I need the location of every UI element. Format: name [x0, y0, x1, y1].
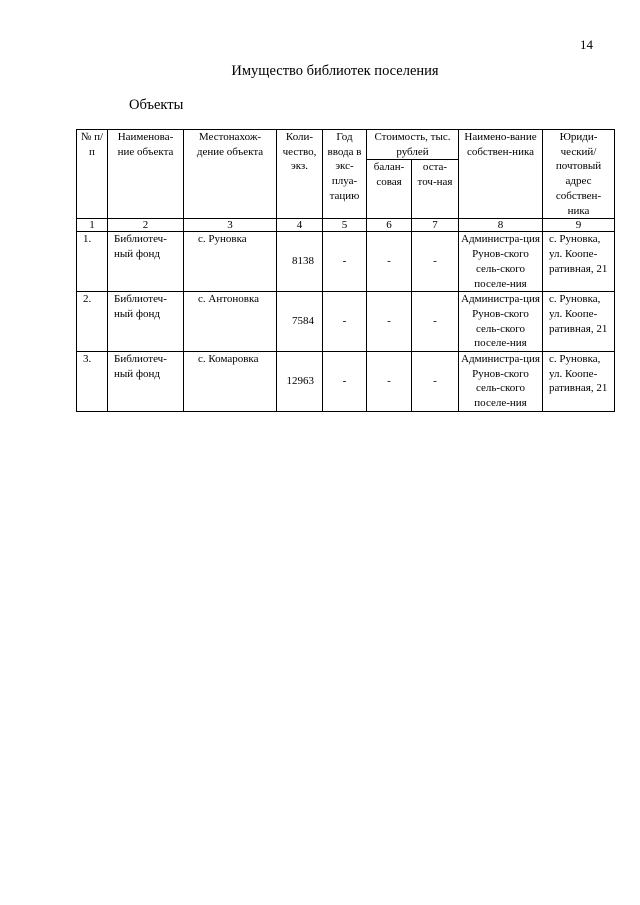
- object-quantity: 7584: [277, 292, 323, 352]
- column-number: 5: [323, 219, 367, 232]
- owner-address: с. Руновка, ул. Коопе-ративная, 21: [543, 352, 615, 412]
- owner-address: с. Руновка, ул. Коопе-ративная, 21: [543, 232, 615, 292]
- object-name: Библиотеч-ный фонд: [108, 232, 184, 292]
- table-row: [77, 292, 615, 352]
- header-year: Год ввода в экс-плуа-тацию: [323, 130, 367, 219]
- header-balance-cost: балан-совая: [367, 160, 412, 219]
- page-title: Имущество библиотек поселения: [231, 63, 439, 79]
- header-location: Местонахож-дение объекта: [184, 130, 277, 219]
- column-number: 4: [277, 219, 323, 232]
- owner-address: с. Руновка, ул. Коопе-ративная, 21: [543, 292, 615, 352]
- column-number: 7: [412, 219, 459, 232]
- column-number: 1: [77, 219, 108, 232]
- row-number: 1.: [77, 232, 108, 292]
- object-balance-cost: -: [367, 352, 412, 412]
- column-number: 8: [459, 219, 543, 232]
- column-number: 2: [108, 219, 184, 232]
- row-number: 2.: [77, 292, 108, 352]
- section-heading: Объекты: [129, 97, 184, 113]
- object-year: -: [323, 292, 367, 352]
- object-year: -: [323, 232, 367, 292]
- row-number: 3.: [77, 352, 108, 412]
- object-quantity: 12963: [277, 352, 323, 412]
- column-number: 6: [367, 219, 412, 232]
- object-residual-cost: -: [412, 232, 459, 292]
- header-residual-cost: оста-точ-ная: [412, 160, 459, 219]
- column-number: 3: [184, 219, 277, 232]
- object-name: Библиотеч-ный фонд: [108, 292, 184, 352]
- page-number: 14: [580, 37, 593, 52]
- column-number: 9: [543, 219, 615, 232]
- header-owner: Наимено-вание собствен-ника: [459, 130, 543, 219]
- owner-name: Администра-ция Рунов-ского сель-ского поселе-ния: [459, 232, 543, 292]
- header-object-name: Наименова-ние объекта: [108, 130, 184, 219]
- header-row: [77, 130, 615, 160]
- object-residual-cost: -: [412, 352, 459, 412]
- object-location: с. Антоновка: [184, 292, 277, 352]
- header-address: Юриди-ческий/ почтовый адрес собствен-ника: [543, 130, 615, 219]
- object-balance-cost: -: [367, 292, 412, 352]
- object-year: -: [323, 352, 367, 412]
- object-location: с. Комаровка: [184, 352, 277, 412]
- owner-name: Администра-ция Рунов-ского сель-ского поселе-ния: [459, 292, 543, 352]
- object-name: Библиотеч-ный фонд: [108, 352, 184, 412]
- object-residual-cost: -: [412, 292, 459, 352]
- table-row: [77, 352, 615, 412]
- header-quantity: Коли-чество, экз.: [277, 130, 323, 219]
- column-number-row: [77, 219, 615, 232]
- object-balance-cost: -: [367, 232, 412, 292]
- object-quantity: 8138: [277, 232, 323, 292]
- object-location: с. Руновка: [184, 232, 277, 292]
- owner-name: Администра-ция Рунов-ского сель-ского поселе-ния: [459, 352, 543, 412]
- property-table: [76, 129, 615, 412]
- table-row: [77, 232, 615, 292]
- header-cost: Стоимость, тыс. рублей: [367, 130, 459, 160]
- header-number: № п/п: [77, 130, 108, 219]
